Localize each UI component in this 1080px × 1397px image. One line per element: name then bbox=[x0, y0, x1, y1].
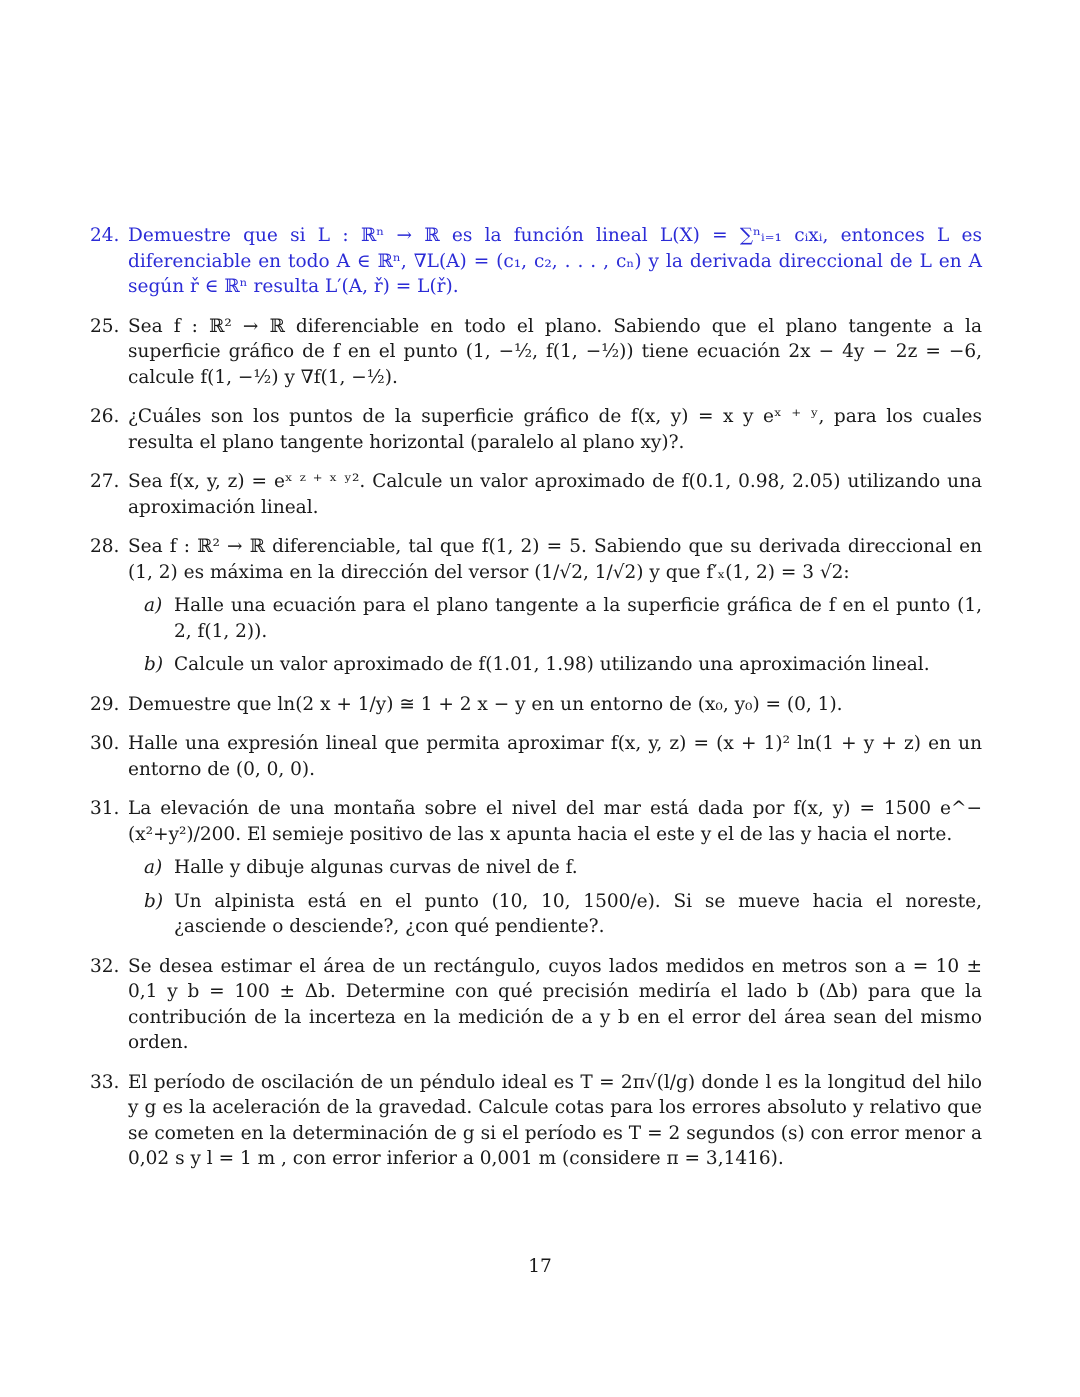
problem-number: 28. bbox=[90, 536, 120, 557]
problem-text: Sea f : ℝ² → ℝ diferenciable en todo el plano. Sabiendo que el plano tangente a la superficie gráfico de f en el punto (1, −½, f(1, −½)) tiene ecuación 2x − 4y − 2z = −6, calcule f(1, −½) y ∇f(1, −½). bbox=[128, 315, 982, 388]
problem-number: 31. bbox=[90, 798, 120, 819]
problem-number: 30. bbox=[90, 733, 120, 754]
problem-28 bbox=[90, 534, 982, 678]
sub-item-text: Halle y dibuje algunas curvas de nivel de f. bbox=[174, 857, 578, 878]
problem-number: 27. bbox=[90, 471, 120, 492]
problem-33 bbox=[90, 1070, 982, 1172]
sub-item-b bbox=[128, 652, 982, 678]
problem-text: Sea f(x, y, z) = eˣ ᶻ ⁺ ˣ ʸ². Calcule un valor aproximado de f(0.1, 0.98, 2.05) utilizando una aproximación lineal. bbox=[128, 471, 982, 518]
problem-text: Demuestre que si L : ℝⁿ → ℝ es la función lineal L(X) = ∑ⁿᵢ₌₁ cᵢxᵢ, entonces L es diferenciable en todo A ∈ ℝⁿ, ∇L(A) = (c₁, c₂, . . . , cₙ) y la derivada direccional de L en A según ř ∈ ℝⁿ resulta L′(A, ř) = L(ř). bbox=[128, 225, 982, 297]
sub-item-label: a) bbox=[144, 857, 163, 878]
problem-text: El período de oscilación de un péndulo ideal es T = 2π√(l/g) donde l es la longitud del hilo y g es la aceleración de la gravedad. Calcule cotas para los errores absoluto y relativo que se cometen en la determinación de g si el período es T = 2 segundos (s) con error menor a 0,02 s y l = 1 m , con error inferior a 0,001 m (considere π = 3,1416). bbox=[128, 1071, 982, 1169]
problem-number: 24. bbox=[90, 225, 120, 246]
problem-25 bbox=[90, 314, 982, 391]
problem-30 bbox=[90, 731, 982, 782]
problem-26 bbox=[90, 404, 982, 455]
problem-text: La elevación de una montaña sobre el nivel del mar está dada por f(x, y) = 1500 e^−(x²+y²)/200. El semieje positivo de las x apunta hacia el este y el de las y hacia el norte. bbox=[128, 798, 982, 845]
sub-item-text: Calcule un valor aproximado de f(1.01, 1.98) utilizando una aproximación lineal. bbox=[174, 654, 930, 675]
page-number: 17 bbox=[528, 1256, 552, 1277]
sub-item-b bbox=[128, 889, 982, 940]
problem-27 bbox=[90, 469, 982, 520]
problem-text: Se desea estimar el área de un rectángulo, cuyos lados medidos en metros son a = 10 ± 0,1 y b = 100 ± Δb. Determine con qué precisión mediría el lado b (Δb) para que la contribución de la incerteza en la medición de a y b en el error del área sean del mismo orden. bbox=[128, 955, 982, 1053]
sub-item-a bbox=[128, 593, 982, 644]
problem-text: Halle una expresión lineal que permita aproximar f(x, y, z) = (x + 1)² ln(1 + y + z) en un entorno de (0, 0, 0). bbox=[128, 733, 982, 780]
problem-number: 26. bbox=[90, 406, 120, 427]
problem-24 bbox=[90, 223, 982, 300]
problem-number: 32. bbox=[90, 955, 120, 977]
sub-item-text: Un alpinista está en el punto (10, 10, 1500/e). Si se mueve hacia el noreste, ¿asciende o desciende?, ¿con qué pendiente?. bbox=[174, 890, 982, 937]
problem-32 bbox=[90, 954, 982, 1056]
problem-text: ¿Cuáles son los puntos de la superficie gráfico de f(x, y) = x y eˣ ⁺ ʸ, para los cuales resulta el plano tangente horizontal (paralelo al plano xy)?. bbox=[128, 406, 982, 453]
problem-text: Demuestre que ln(2 x + 1/y) ≅ 1 + 2 x − y en un entorno de (x₀, y₀) = (0, 1). bbox=[128, 693, 843, 715]
problem-list bbox=[90, 223, 982, 1186]
sub-item-label: b) bbox=[144, 654, 164, 675]
problem-number: 25. bbox=[90, 315, 120, 337]
problem-number: 29. bbox=[90, 693, 120, 715]
sub-item-a bbox=[128, 855, 982, 881]
problem-number: 33. bbox=[90, 1071, 120, 1093]
problem-31 bbox=[90, 796, 982, 940]
sub-item-label: a) bbox=[144, 595, 163, 616]
problem-29 bbox=[90, 692, 982, 718]
problem-text: Sea f : ℝ² → ℝ diferenciable, tal que f(1, 2) = 5. Sabiendo que su derivada direccional en (1, 2) es máxima en la dirección del versor (1/√2, 1/√2) y que f′ₓ(1, 2) = 3 √2: bbox=[128, 536, 982, 583]
sub-item-label: b) bbox=[144, 890, 164, 912]
sub-item-text: Halle una ecuación para el plano tangente a la superficie gráfica de f en el punto (1, 2, f(1, 2)). bbox=[174, 595, 982, 642]
